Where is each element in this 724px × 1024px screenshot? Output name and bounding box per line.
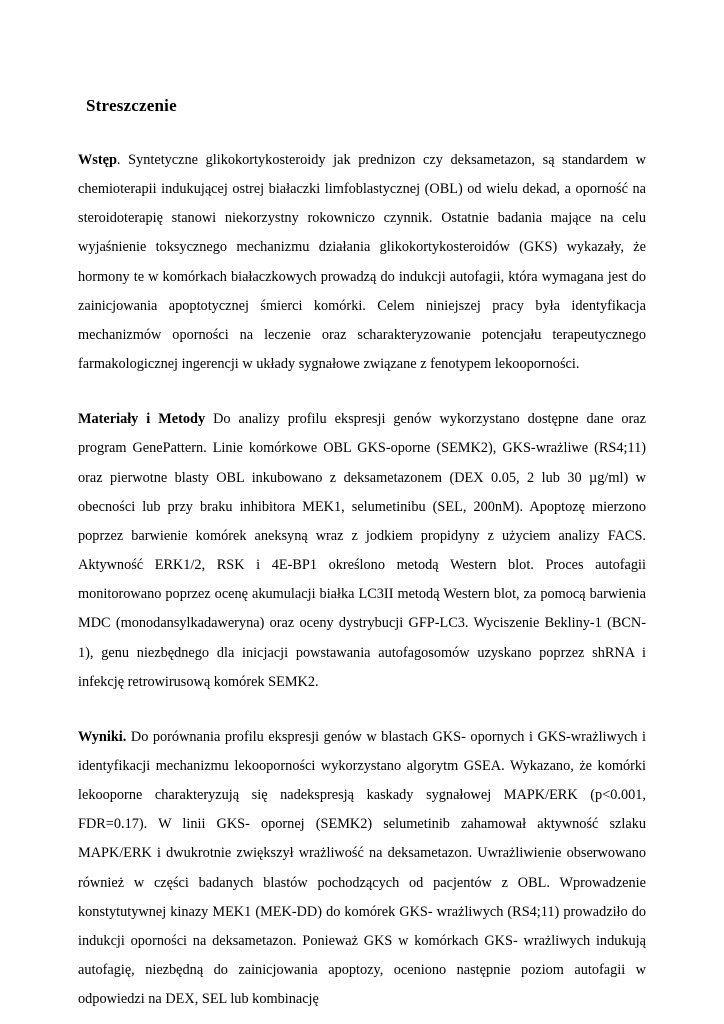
paragraph-body-materialy-i-metody: Do analizy profilu ekspresji genów wykorzystano dostępne dane oraz program GenePattern. Linie komórkowe OBL GKS-oporne (SEMK2), GKS-wrażliwe (RS4;11) oraz pierwotne blasty OBL inkubowano z deksametazonem (DEX 0.05, 2 lub 30 µg/ml) w obecności lub przy braku inhibitora MEK1, selumetinibu (SEL, 200nM). Apoptozę mierzono poprzez barwienie komórek aneksyną wraz z jodkiem propidyny z użyciem analizy FACS. Aktywność ERK1/2, RSK i 4E-BP1 określono metodą Western blot. Proces autofagii monitorowano poprzez ocenę akumulacji białka LC3II metodą Western blot, za pomocą barwienia MDC (monodansylkadaweryna) oraz oceny dystrybucji GFP-LC3. Wyciszenie Bekliny-1 (BCN-1), genu niezbędnego dla inicjacji powstawania autofagosomów uzyskano poprzez shRNA i infekcję retrowirusową komórek SEMK2. bbox=[78, 411, 646, 690]
page-title: Streszczenie bbox=[86, 96, 177, 115]
paragraph-lead-materialy-i-metody: Materiały i Metody bbox=[78, 411, 206, 428]
paragraph-wyniki bbox=[78, 723, 646, 1015]
paragraph-body-wyniki: Do porównania profilu ekspresji genów w blastach GKS- opornych i GKS-wrażliwych i identyfikacji mechanizmu lekooporności wykorzystano algorytm GSEA. Wykazano, że komórki lekooporne charakteryzują się nadekspresją kaskady sygnałowej MAPK/ERK (p<0.001, FDR=0.17). W linii GKS- opornej (SEMK2) selumetinib zahamował aktywność szlaku MAPK/ERK i dwukrotnie zwiększył wrażliwość na deksametazon. Uwrażliwienie obserwowano również w części badanych blastów pochodzących od pacjentów z OBL. Wprowadzenie konstytutywnej kinazy MEK1 (MEK-DD) do komórek GKS- wrażliwych (RS4;11) prowadziło do indukcji oporności na deksametazon. Ponieważ GKS w komórkach GKS- wrażliwych indukują autofagię, niezbędną do zainicjowania apoptozy, oceniono następnie poziom autofagii w odpowiedzi na DEX, SEL lub kombinację bbox=[78, 728, 646, 1008]
paragraph-lead-suffix-materialy-i-metody bbox=[205, 411, 213, 427]
paragraph-lead-wstep: Wstęp bbox=[78, 152, 117, 168]
paragraph-body-wstep: Syntetyczne glikokortykosteroidy jak prednizon czy deksametazon, są standardem w chemioterapii indukującej ostrej białaczki limfoblastycznej (OBL) od wielu dekad, a oporność na steroidoterapię stanowi niekorzystny rokowniczo czynnik. Ostatnie badania mające na celu wyjaśnienie toksycznego mechanizmu działania glikokortykosteroidów (GKS) wykazały, że hormony te w komórkach białaczkowych prowadzą do indukcji autofagii, która wymagana jest do zainicjowania apoptotycznej śmierci komórki. Celem niniejszej pracy była identyfikacja mechanizmów oporności na leczenie oraz scharakteryzowanie potencjału terapeutycznego farmakologicznej ingerencji w układy sygnałowe związane z fenotypem lekooporności. bbox=[78, 152, 646, 373]
paragraph-wstep bbox=[78, 146, 646, 379]
paragraph-materialy-i-metody bbox=[78, 405, 646, 697]
paragraph-lead-wyniki: Wyniki. bbox=[78, 728, 127, 745]
paragraph-lead-suffix-wstep: . bbox=[116, 152, 129, 168]
